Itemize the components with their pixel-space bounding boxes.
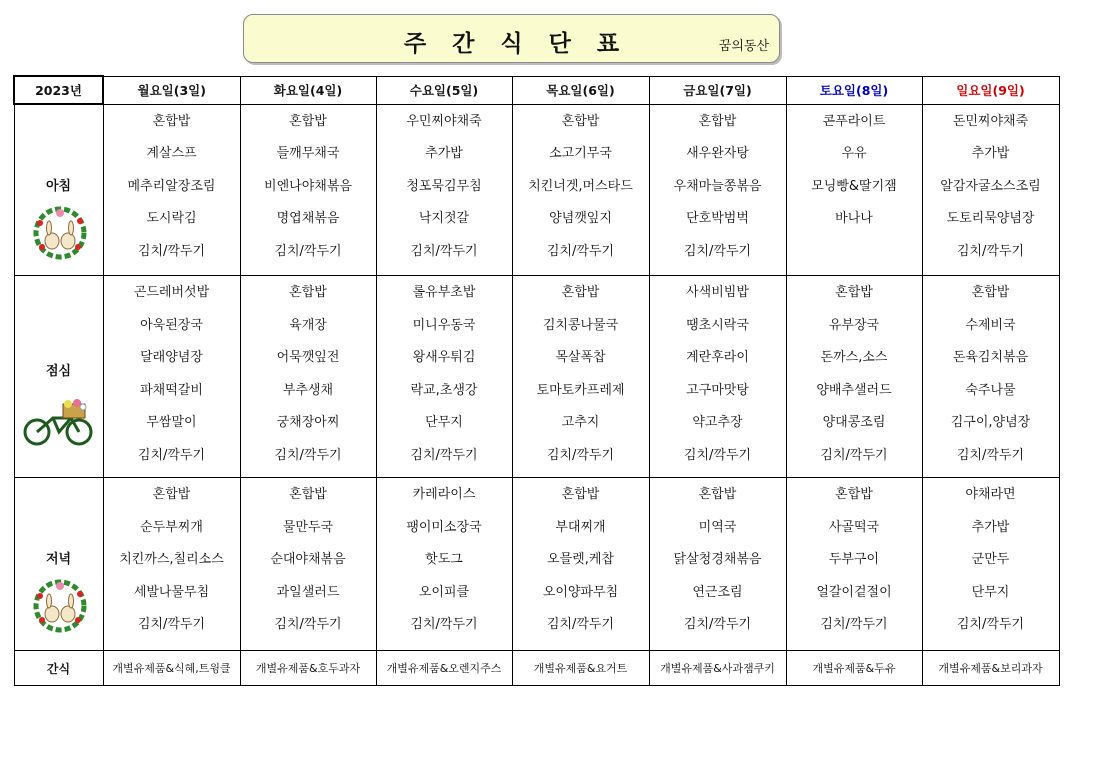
menu-item: 소고기무국 xyxy=(549,146,612,161)
day-header-wed: 수요일(5일) xyxy=(376,76,512,104)
menu-item: 김치/깍두기 xyxy=(956,447,1025,463)
menu-item: 무쌈말이 xyxy=(146,415,197,430)
menu-item: 파채떡갈비 xyxy=(140,382,203,398)
menu-item xyxy=(787,241,922,274)
menu-item: 김치/깍두기 xyxy=(410,243,478,259)
menu-item: 김치/깍두기 xyxy=(137,447,206,463)
breakfast-menu-list xyxy=(104,105,240,274)
menu-item: 어묵깻잎전 xyxy=(276,350,340,365)
menu-item: 단무지 xyxy=(425,415,463,430)
menu-item: 세발나물무침 xyxy=(133,584,210,600)
menu-item: 육개장 xyxy=(289,317,327,333)
dinner-tue-cell xyxy=(240,478,376,651)
menu-item: 혼합밥 xyxy=(835,285,873,300)
menu-item: 김치/깍두기 xyxy=(820,617,888,632)
menu-item: 유부장국 xyxy=(828,317,880,333)
menu-item: 순대야채볶음 xyxy=(270,552,346,567)
lunch-menu-list xyxy=(241,276,376,477)
menu-item: 들깨무채국 xyxy=(276,146,340,161)
dinner-thu-cell xyxy=(512,478,649,651)
menu-item: 단호박범벅 xyxy=(686,211,749,226)
menu-item: 락교,초생강 xyxy=(410,382,478,398)
breakfast-menu-list xyxy=(377,105,512,274)
breakfast-menu-list xyxy=(650,105,786,274)
breakfast-menu-list xyxy=(241,105,376,274)
menu-item: 김치/깍두기 xyxy=(274,617,342,632)
menu-item: 김치/깍두기 xyxy=(546,617,615,632)
menu-item: 고구마맛탕 xyxy=(686,382,749,398)
menu-item: 김치/깍두기 xyxy=(274,243,342,259)
menu-item: 순두부찌개 xyxy=(140,519,203,535)
snack-tue: 개별유제품&호두과자 xyxy=(240,651,376,686)
dinner-menu-list xyxy=(513,478,649,647)
lunch-label-cell xyxy=(14,276,103,478)
day-header-mon: 월요일(3일) xyxy=(103,76,240,104)
menu-item: 메추리알장조림 xyxy=(127,178,216,194)
day-header-sat: 토요일(8일) xyxy=(786,76,922,104)
menu-item: 양념깻잎지 xyxy=(549,211,612,226)
menu-item: 계살스프 xyxy=(146,146,197,161)
menu-item: 김치/깍두기 xyxy=(956,243,1025,259)
title-banner xyxy=(243,14,780,63)
menu-item: 혼합밥 xyxy=(835,487,873,502)
breakfast-menu-list xyxy=(787,105,922,274)
snack-mon: 개별유제품&식혜,트윙클 xyxy=(103,651,240,686)
menu-item: 부추생채 xyxy=(282,382,334,398)
dinner-menu-list xyxy=(787,478,922,647)
snack-label: 간식 xyxy=(14,651,103,686)
menu-item: 물만두국 xyxy=(282,519,334,535)
dinner-fri-cell xyxy=(649,478,786,651)
snack-wed: 개별유제품&오렌지주스 xyxy=(376,651,512,686)
dinner-menu-list xyxy=(104,478,240,647)
dinner-menu-list xyxy=(650,478,786,647)
menu-item: 김치/깍두기 xyxy=(683,243,752,259)
menu-item: 우유 xyxy=(841,146,867,161)
snack-sun: 개별유제품&보리과자 xyxy=(922,651,1059,686)
menu-item: 고추지 xyxy=(561,415,600,430)
snack-sat: 개별유제품&두유 xyxy=(786,651,922,686)
dinner-label: 저녁 xyxy=(45,552,72,567)
breakfast-wed-cell xyxy=(376,104,512,276)
menu-item: 오이피클 xyxy=(418,584,470,600)
dinner-wed-cell xyxy=(376,478,512,651)
menu-item: 오이양파무침 xyxy=(542,584,619,600)
menu-item: 김치콩나물국 xyxy=(542,317,619,333)
menu-item: 왕새우튀김 xyxy=(412,350,476,365)
menu-item: 혼합밥 xyxy=(289,113,327,129)
menu-item: 궁채장아찌 xyxy=(276,415,340,430)
menu-item: 치킨까스,칠리소스 xyxy=(119,552,224,567)
lunch-row xyxy=(14,276,1059,478)
menu-item: 혼합밥 xyxy=(152,487,191,502)
menu-item: 혼합밥 xyxy=(289,285,327,300)
menu-item: 계란후라이 xyxy=(686,350,749,365)
menu-item: 곤드레버섯밥 xyxy=(133,285,210,300)
bunny-wreath-icon xyxy=(30,574,90,640)
menu-item: 김치/깍두기 xyxy=(137,243,206,259)
lunch-menu-list xyxy=(513,276,649,477)
dinner-sun-cell xyxy=(922,478,1059,651)
menu-item: 양대콩조림 xyxy=(822,415,886,430)
lunch-menu-list xyxy=(787,276,922,477)
breakfast-fri-cell xyxy=(649,104,786,276)
breakfast-menu-list xyxy=(923,105,1059,274)
menu-item: 과일샐러드 xyxy=(276,584,340,600)
menu-item: 목살폭찹 xyxy=(555,350,606,365)
lunch-menu-list xyxy=(923,276,1059,477)
menu-item: 카레라이스 xyxy=(412,487,476,502)
breakfast-row xyxy=(14,104,1059,276)
day-header-tue: 화요일(4일) xyxy=(240,76,376,104)
menu-item: 알감자굴소스조림 xyxy=(940,178,1041,194)
lunch-label: 점심 xyxy=(45,364,72,379)
menu-item: 추가밥 xyxy=(971,519,1010,535)
dinner-mon-cell xyxy=(103,478,240,651)
menu-item: 단무지 xyxy=(971,584,1010,600)
snack-thu: 개별유제품&요거트 xyxy=(512,651,649,686)
menu-item: 치킨너겟,머스타드 xyxy=(528,178,633,194)
breakfast-thu-cell xyxy=(512,104,649,276)
menu-item: 오믈렛,케찹 xyxy=(547,552,614,567)
lunch-menu-list xyxy=(377,276,512,477)
menu-item: 닭살청경채볶음 xyxy=(673,552,762,567)
menu-item: 땡초시락국 xyxy=(686,317,749,333)
menu-item: 우채마늘쫑볶음 xyxy=(673,178,762,194)
lunch-menu-list xyxy=(650,276,786,477)
menu-item: 김치/깍두기 xyxy=(410,447,478,463)
breakfast-mon-cell xyxy=(103,104,240,276)
menu-item: 팽이미소장국 xyxy=(406,519,482,535)
menu-item: 두부구이 xyxy=(828,552,880,567)
dinner-label-cell xyxy=(14,478,103,651)
menu-item: 돈까스,소스 xyxy=(820,350,888,365)
menu-item: 사색비빔밥 xyxy=(686,285,749,300)
breakfast-menu-list xyxy=(513,105,649,274)
breakfast-label: 아침 xyxy=(45,179,72,194)
menu-item: 연근조림 xyxy=(692,584,743,600)
menu-item: 약고추장 xyxy=(692,415,743,430)
breakfast-sat-cell xyxy=(786,104,922,276)
lunch-mon-cell xyxy=(103,276,240,478)
lunch-thu-cell xyxy=(512,276,649,478)
menu-item: 김치/깍두기 xyxy=(546,243,615,259)
header-row xyxy=(14,76,1059,104)
bunny-wreath-icon xyxy=(30,201,90,267)
menu-item: 추가밥 xyxy=(971,146,1010,161)
menu-item: 양배추샐러드 xyxy=(816,382,892,398)
menu-item: 아욱된장국 xyxy=(140,317,203,333)
menu-item: 도시락김 xyxy=(146,211,197,226)
menu-item: 혼합밥 xyxy=(561,285,600,300)
menu-item: 돈육김치볶음 xyxy=(952,350,1029,365)
year-header: 2023년 xyxy=(14,76,103,104)
snack-row xyxy=(14,651,1059,686)
menu-item: 혼합밥 xyxy=(698,487,737,502)
menu-item: 혼합밥 xyxy=(561,487,600,502)
breakfast-sun-cell xyxy=(922,104,1059,276)
menu-item: 혼합밥 xyxy=(152,113,191,129)
day-header-sun: 일요일(9일) xyxy=(922,76,1059,104)
menu-item: 핫도그 xyxy=(425,552,463,567)
menu-item: 미니우동국 xyxy=(412,317,476,333)
menu-item: 김치/깍두기 xyxy=(546,447,615,463)
menu-item: 우민찌야채죽 xyxy=(406,113,482,129)
menu-item: 달래양념장 xyxy=(140,350,203,365)
lunch-tue-cell xyxy=(240,276,376,478)
organization-name: 꿈의동산 xyxy=(718,39,769,54)
lunch-sun-cell xyxy=(922,276,1059,478)
menu-item: 사골떡국 xyxy=(828,519,880,535)
day-header-thu: 목요일(6일) xyxy=(512,76,649,104)
menu-item: 미역국 xyxy=(698,519,737,535)
menu-item: 청포묵김무침 xyxy=(406,178,482,194)
menu-item: 비엔나야채볶음 xyxy=(264,178,352,194)
menu-item: 숙주나물 xyxy=(965,382,1016,398)
menu-item: 김치/깍두기 xyxy=(683,617,752,632)
menu-item: 돈민찌야채죽 xyxy=(952,113,1029,129)
menu-item: 혼합밥 xyxy=(561,113,600,129)
menu-item: 김치/깍두기 xyxy=(410,617,478,632)
snack-fri: 개별유제품&사과잼쿠키 xyxy=(649,651,786,686)
menu-item: 혼합밥 xyxy=(971,285,1010,300)
weekly-menu-table xyxy=(13,75,1060,686)
menu-item: 김치/깍두기 xyxy=(274,447,342,463)
menu-item: 롤유부초밥 xyxy=(412,285,476,300)
menu-item: 군만두 xyxy=(971,552,1010,567)
lunch-sat-cell xyxy=(786,276,922,478)
menu-item: 바나나 xyxy=(835,211,873,226)
menu-item: 김치/깍두기 xyxy=(956,617,1025,632)
menu-item: 도토리묵양념장 xyxy=(946,211,1035,226)
menu-item: 김치/깍두기 xyxy=(820,447,888,463)
menu-item: 야채라면 xyxy=(965,487,1016,502)
day-header-fri: 금요일(7일) xyxy=(649,76,786,104)
dinner-row xyxy=(14,478,1059,651)
menu-item: 김치/깍두기 xyxy=(137,617,206,632)
menu-item: 모닝빵&딸기잼 xyxy=(811,178,897,194)
dinner-menu-list xyxy=(923,478,1059,647)
menu-item: 수제비국 xyxy=(965,317,1016,333)
menu-item: 명엽채볶음 xyxy=(276,211,340,226)
menu-item: 부대찌개 xyxy=(555,519,606,535)
dinner-menu-list xyxy=(377,478,512,647)
menu-item: 혼합밥 xyxy=(698,113,737,129)
breakfast-tue-cell xyxy=(240,104,376,276)
menu-item: 새우완자탕 xyxy=(686,146,749,161)
flower-bicycle-icon xyxy=(23,398,93,452)
menu-item: 김구이,양념장 xyxy=(950,415,1031,430)
menu-item: 김치/깍두기 xyxy=(683,447,752,463)
menu-item: 얼갈이겉절이 xyxy=(816,584,892,600)
menu-item: 추가밥 xyxy=(425,146,463,161)
lunch-wed-cell xyxy=(376,276,512,478)
breakfast-label-cell xyxy=(14,104,103,276)
lunch-fri-cell xyxy=(649,276,786,478)
page-title: 주간식단표 xyxy=(403,31,646,57)
dinner-menu-list xyxy=(241,478,376,647)
lunch-menu-list xyxy=(104,276,240,477)
menu-item: 낙지젓갈 xyxy=(418,211,470,226)
menu-item: 콘푸라이트 xyxy=(822,113,886,129)
dinner-sat-cell xyxy=(786,478,922,651)
menu-item: 혼합밥 xyxy=(289,487,327,502)
menu-item: 토마토카프레제 xyxy=(536,382,625,398)
